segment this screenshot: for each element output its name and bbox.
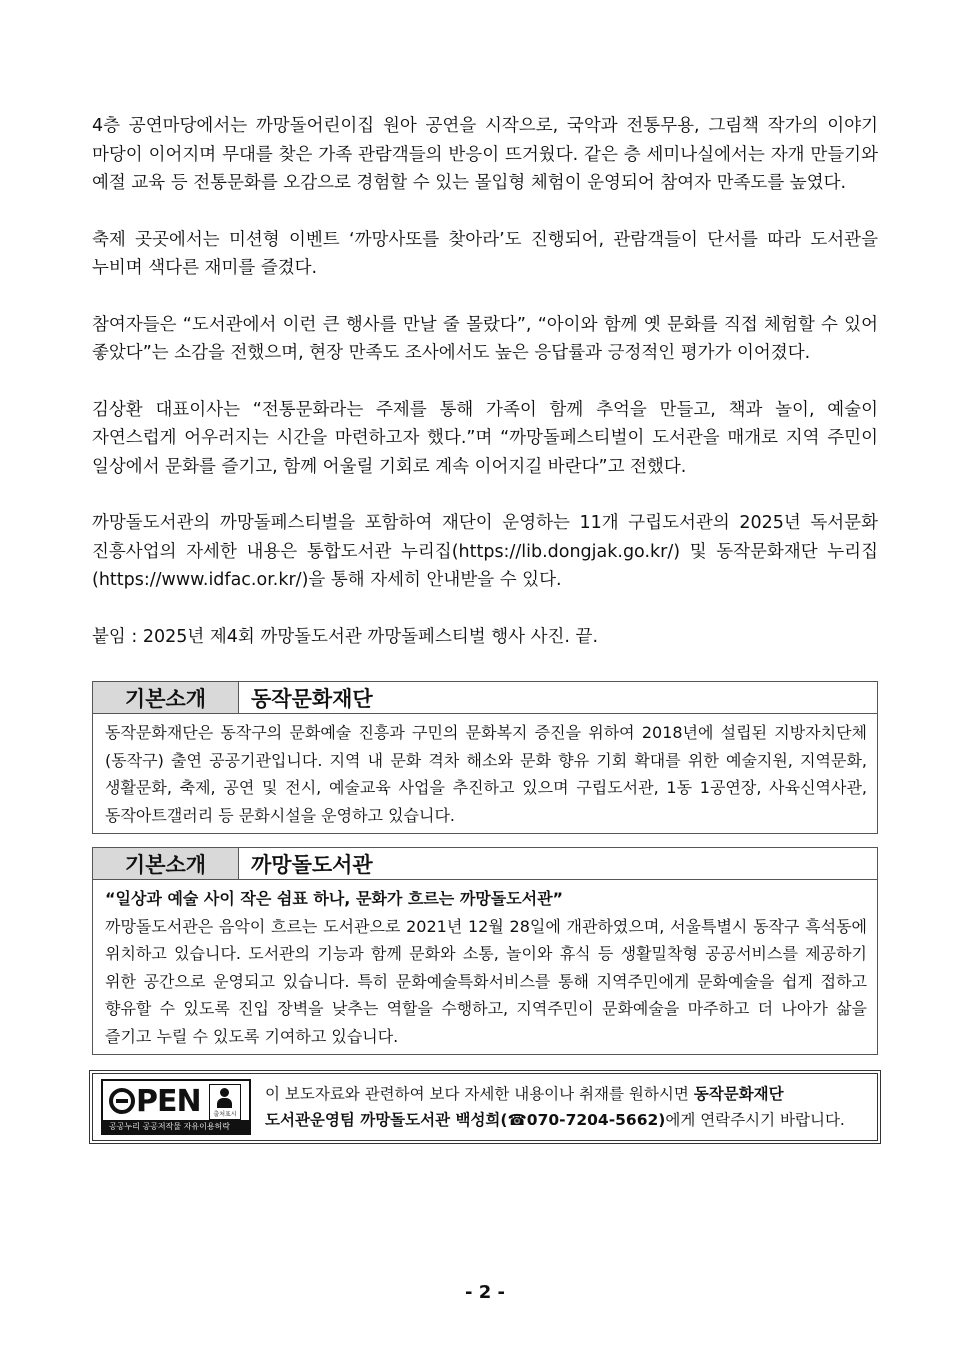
library-description: 까망돌도서관은 음악이 흐르는 도서관으로 2021년 12월 28일에 개관하였으며, 서울특별시 동작구 흑석동에 위치하고 있습니다. 도서관의 기능과 함께 문화와 소통, 놀이와 휴식 등 생활밀착형 공공서비스를 제공하기 위한 공간으로 운영되고 있습니다. 특히 문화예술특화서비스를 통해 지역주민에게 문화예술을 쉽게 접하고 향유할 수 있도록 진입 장벽을 낮추는 역할을 수행하고, 지역주민이 문화예술을 마주하고 더 나아가 삶을 즐기고 누릴 수 있도록 기여하고 있습니다. <box>105 916 867 1046</box>
paragraph-stage: 4층 공연마당에서는 까망돌어린이집 원아 공연을 시작으로, 국악과 전통무용, 그림책 작가의 이야기 마당이 이어지며 무대를 찾은 가족 관람객들의 반응이 뜨거웠다. 같은 층 세미나실에서는 자개 만들기와 예절 교육 등 전통문화를 오감으로 경험할 수 있는 몰입형 체험이 운영되어 참여자 만족도를 높였다. <box>92 116 878 193</box>
foundation-intro-body: 동작문화재단은 동작구의 문화예술 진흥과 구민의 문화복지 증진을 위하여 2018년에 설립된 지방자치단체(동작구) 출연 공공기관입니다. 지역 내 문화 격차 해소와 문화 향유 기회 확대를 위한 예술지원, 지역문화, 생활문화, 축제, 공연 및 전시, 예술교육 사업을 추진하고 있으며 구립도서관, 1동 1공연장, 사육신역사관, 동작아트갤러리 등 문화시설을 운영하고 있습니다. <box>105 723 867 825</box>
foundation-intro-box <box>92 681 878 834</box>
document-page <box>92 112 878 1141</box>
contact-request: 에게 연락주시기 바랍니다. <box>665 1111 845 1129</box>
open-o-icon <box>109 1088 135 1114</box>
open-license-logo <box>101 1079 251 1135</box>
contact-text <box>265 1081 845 1133</box>
open-logo-letters: PEN <box>136 1084 201 1119</box>
intro-tag: 기본소개 <box>93 848 239 879</box>
paragraph-ceo-quote: 김상환 대표이사는 “전통문화라는 주제를 통해 가족이 함께 추억을 만들고, 책과 놀이, 예술이 자연스럽게 어우러지는 시간을 마련하고자 했다.”며 “까망돌페스티벌이 도서관을 매개로 지역 주민이 일상에서 문화를 즐기고, 함께 어울릴 기회로 계속 이어지길 바란다”고 전했다. <box>92 399 878 477</box>
contact-org: 동작문화재단 <box>693 1085 784 1103</box>
library-slogan: “일상과 예술 사이 작은 쉼표 하나, 문화가 흐르는 까망돌도서관” <box>105 889 564 908</box>
paragraph-participant-feedback: 참여자들은 “도서관에서 이런 큰 행사를 만날 줄 몰랐다”, “아이와 함께 옛 문화를 직접 체험할 수 있어 좋았다”는 소감을 전했으며, 현장 만족도 조사에서도 높은 응답률과 긍정적인 평가가 이어졌다. <box>92 314 878 363</box>
attribution-caption: 출처표시 <box>213 1111 237 1118</box>
foundation-name: 동작문화재단 <box>251 686 373 711</box>
contact-line-1 <box>265 1081 845 1107</box>
contact-box <box>92 1073 878 1141</box>
open-logo-text <box>109 1084 201 1119</box>
license-strip: 공공누리 공공저작물 자유이용허락 <box>103 1120 249 1133</box>
paragraph-mission-event: 축제 곳곳에서는 미션형 이벤트 ‘까망사또를 찾아라’도 진행되어, 관람객들이 단서를 따라 도서관을 누비며 색다른 재미를 즐겼다. <box>92 229 878 278</box>
contact-line-2 <box>265 1107 845 1133</box>
library-intro-header <box>93 848 877 880</box>
page-number: - 2 - <box>465 1282 505 1303</box>
foundation-intro-header <box>93 682 877 714</box>
attribution-icon <box>209 1084 241 1120</box>
library-name: 까망돌도서관 <box>251 852 373 877</box>
library-intro-body <box>93 880 877 1054</box>
intro-tag: 기본소개 <box>93 682 239 713</box>
contact-person: 도서관운영팀 까망돌도서관 백성희(☎070-7204-5662) <box>265 1111 666 1129</box>
library-intro-box <box>92 847 878 1055</box>
attachment-note: 붙임 : 2025년 제4회 까망돌도서관 까망돌페스티벌 행사 사진. 끝. <box>92 626 599 647</box>
contact-intro: 이 보도자료와 관련하여 보다 자세한 내용이나 취재를 원하시면 <box>265 1085 694 1103</box>
paragraph-website-info: 까망돌도서관의 까망돌페스티벌을 포함하여 재단이 운영하는 11개 구립도서관의 2025년 독서문화 진흥사업의 자세한 내용은 통합도서관 누리집(https://lib.dongjak.go.kr/) 및 동작문화재단 누리집 (https://www.idfac.or.kr/)을 통해 자세히 안내받을 수 있다. <box>92 513 878 590</box>
